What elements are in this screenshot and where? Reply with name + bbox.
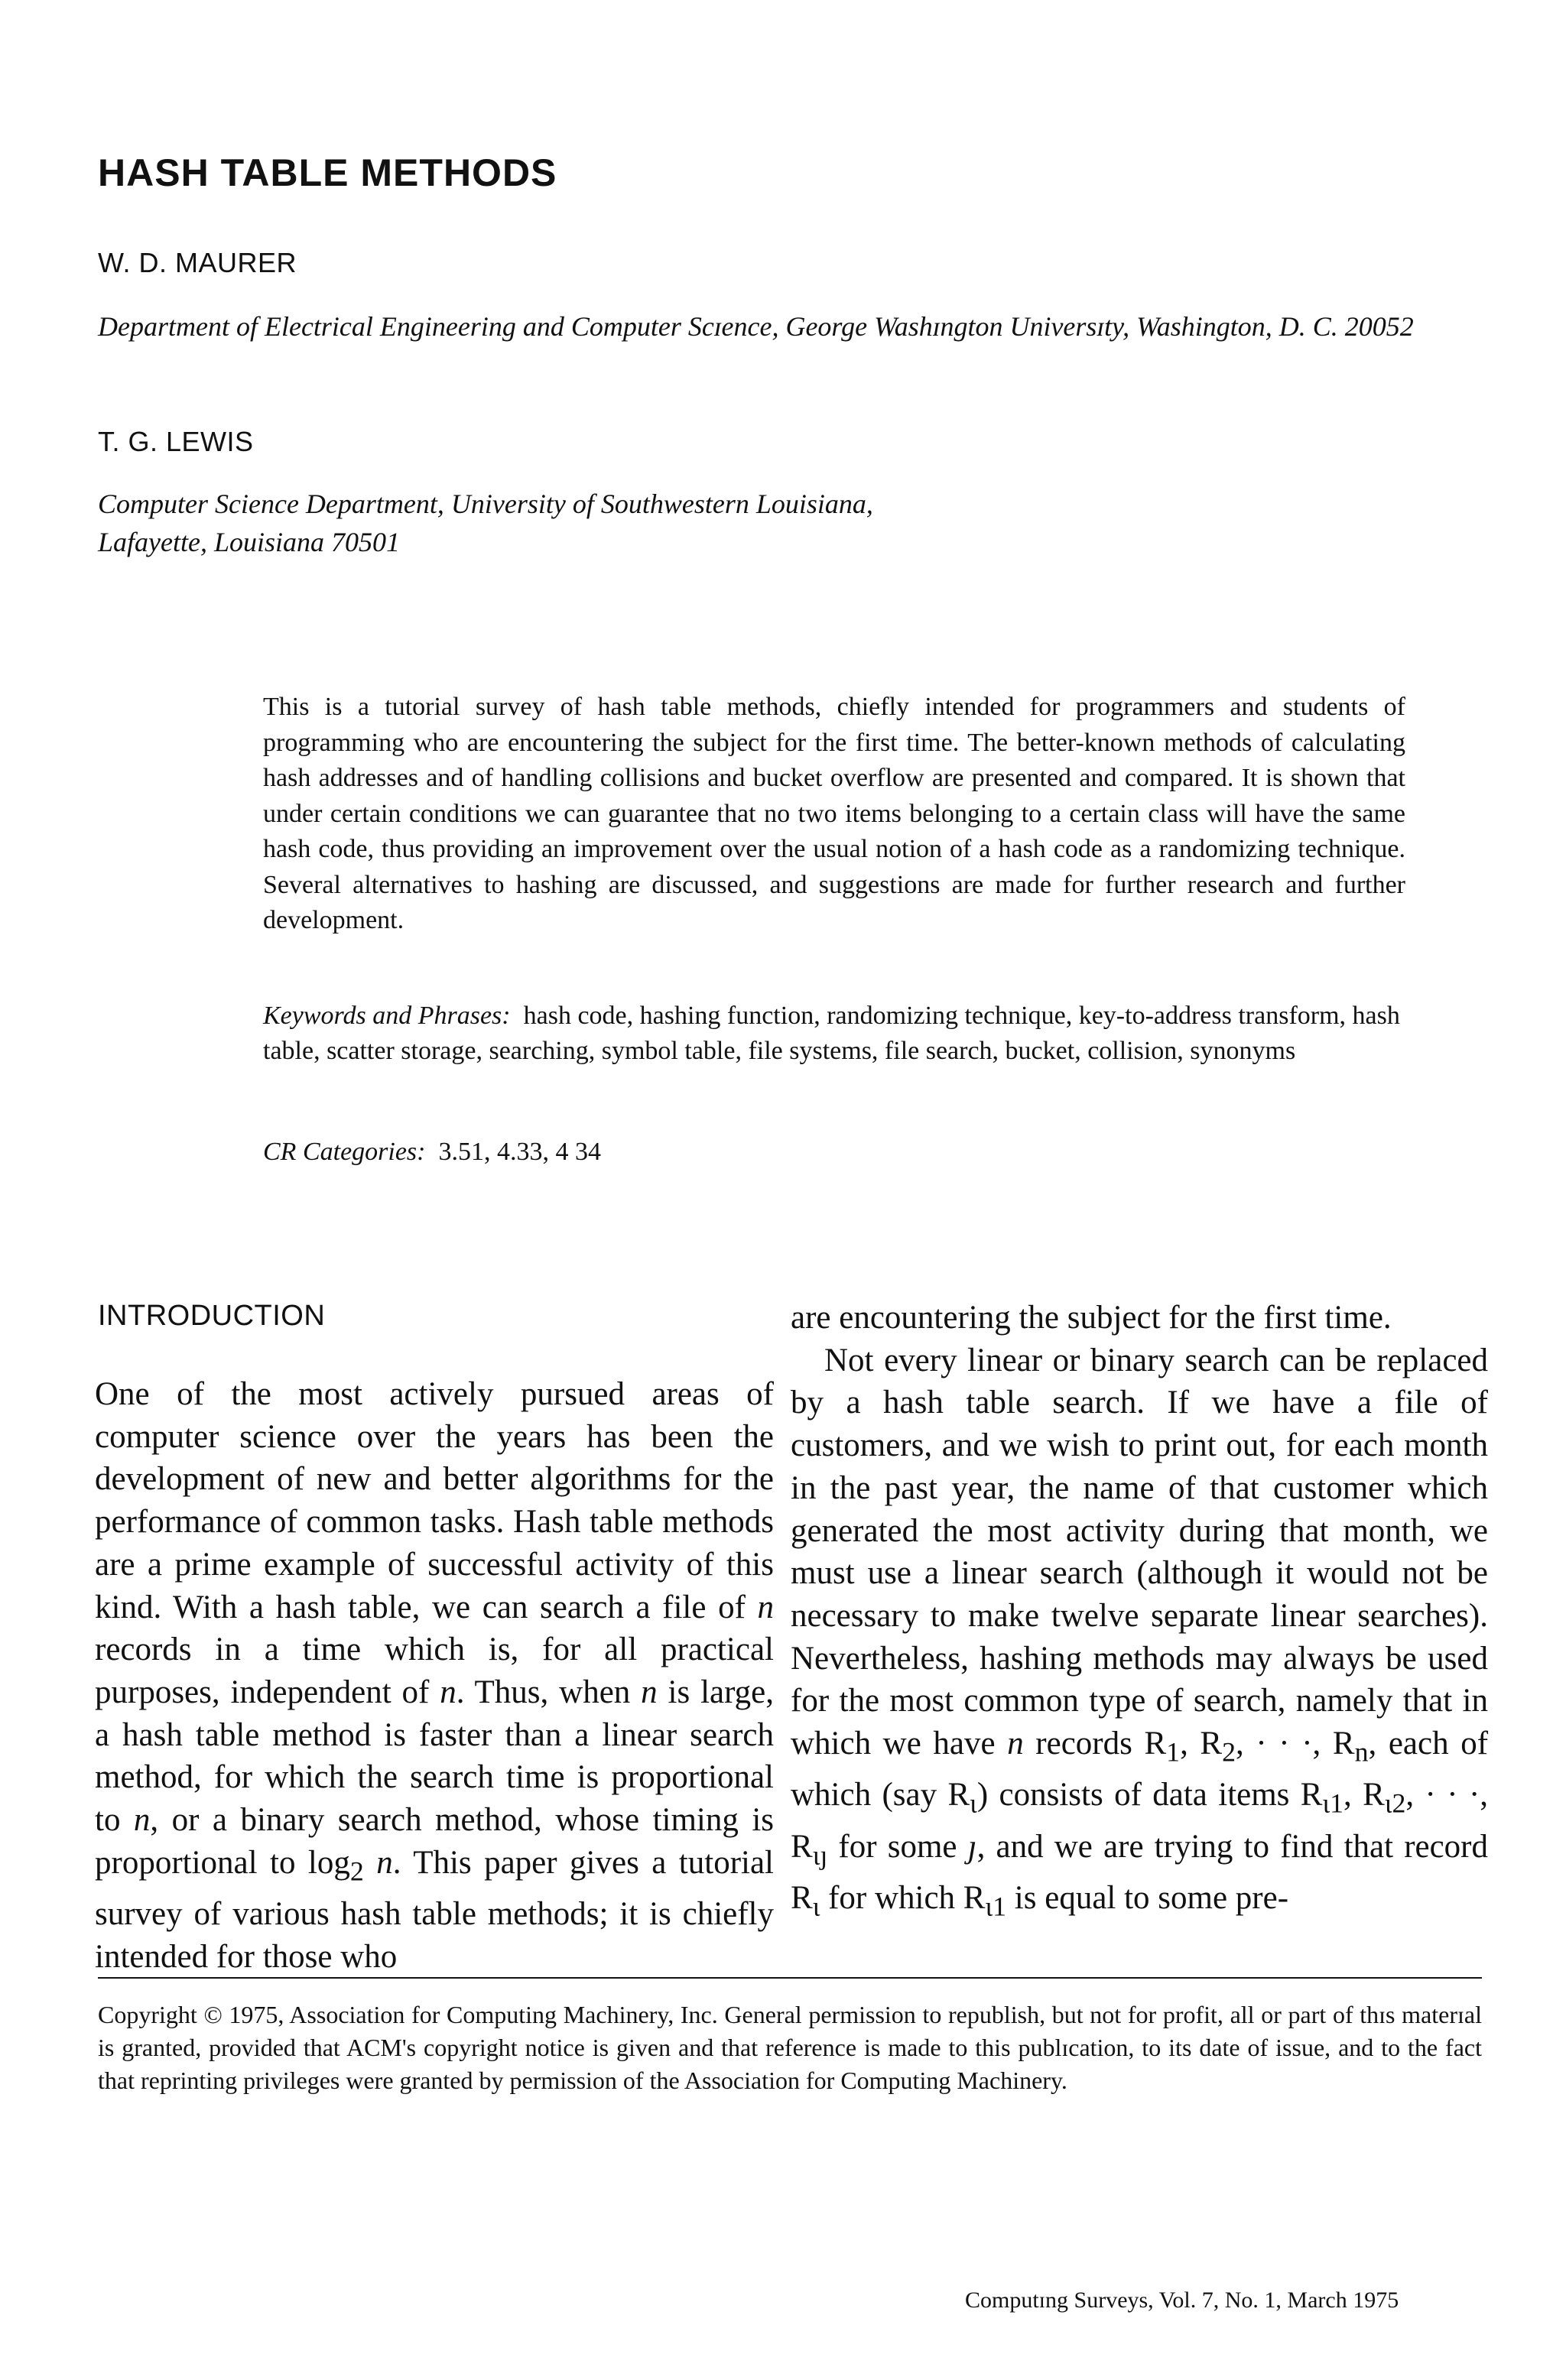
author-affiliation [98,485,1490,561]
cr-categories [263,1135,601,1170]
journal-footer: Computɪng Surveys, Vol. 7, No. 1, March 1975 [965,2287,1399,2313]
left-column [95,1373,774,1978]
keywords [263,998,1405,1069]
intro-paragraph: One of the most actively pursued areas of computer science over the years has been the development of new and better algorithms for the performance of common tasks. Hash table methods are a prime example of successful activity of this kind. With a hash table, we can search a file of n records in a time which is, for all practical purposes, independent of n. Thus, when n is large, a hash table method is faster than a linear search method, for which the search time is proportional to n, or a binary search method, whose timing is proportional to $\log_2 n$. This paper gives a tutorial survey of various hash table methods; it is chiefly intended for those who [95,1376,775,1975]
intro-paragraph: Not every linear or binary search can be replaced by a hash table search. If we have a file of customers, and we wish to print out, for each month in the past year, the name of that customer which generated the most activity during that month, we must use a linear search (although it would not be necessary to make twelve separate linear searches). Nevertheless, hashing methods may always be used for the most common type of search, namely that in which we have n records $R_1$, $R_2$, · · ·, $R_n$, each of which (say $R_\iota$) consists of data items $R_{\iota 1}$, $R_{\iota 2}$, · · ·, $R_{\iota ȷ}$ for some ȷ, and we are trying to find that record $R_\iota$ for which $R_{\iota 1}$ is equal to some pre- [791,1342,1489,1922]
footnote-divider [98,1977,1482,1979]
intro-paragraph-continued: are encountering the subject for the first time. [791,1300,1392,1336]
right-column [791,1297,1488,1928]
affiliation-line: Lafayette, Louisiana 70501 [98,527,400,557]
paper-title: HASH TABLE METHODS [98,151,557,194]
author-name: W. D. MAURER [98,247,297,278]
cr-categories-label: CR Categories: [263,1138,426,1166]
section-heading: INTRODUCTION [98,1300,326,1332]
copyright-notice: Copyright © 1975, Association for Computing Machinery, Inc. General permission to republish, but not for profit, all or part of thɪs materɪal is granted, provided that ACM's copyright notice is given and that reference is made to this publɪcation, to its date of issue, and to the fact that reprinting privileges were granted by permission of the Association for Computing Machinery. [98,2001,1482,2094]
cr-categories-text: 3.51, 4.33, 4 34 [438,1138,601,1166]
keywords-text: hash code, hashing function, randomizing technique, key-to-address transform, hash table, scatter storage, searching, symbol table, file systems, file search, bucket, collision, synonyms [263,1002,1400,1065]
author-affiliation: Department of Electrical Engineering and Computer Scɪence, George Washɪngton Universɪty, Washington, D. C. 20052 [98,311,1414,342]
author-name: T. G. LEWIS [98,426,254,457]
abstract: This is a tutorial survey of hash table methods, chiefly intended for programmers and students of programming who are encountering the subject for the first time. The better-known methods of calculating hash addresses and of handling collisions and bucket overflow are presented and compared. It is shown that under certain conditions we can guarantee that no two items belonging to a certain class will have the same hash code, thus providing an improvement over the usual notion of a hash code as a randomizing technique. Several alternatives to hashing are discussed, and suggestions are made for further research and further development. [263,693,1405,934]
keywords-label: Keywords and Phrases: [263,1002,511,1030]
affiliation-line: Computer Science Department, University of Southwestern Louisiana, [98,489,873,519]
